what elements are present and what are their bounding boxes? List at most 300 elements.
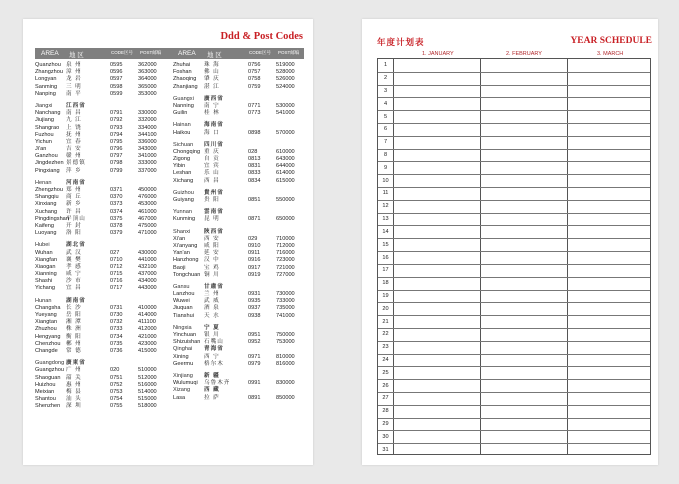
- city-name-cn: 宜 宾: [204, 163, 220, 170]
- city-name-cn: 汕 头: [66, 396, 82, 403]
- month-january: 1. JANUARY: [422, 51, 454, 57]
- table-row: [35, 312, 169, 319]
- city-name: Zhangzhou: [35, 69, 63, 76]
- post-code: 526000: [276, 76, 295, 83]
- day-number: 31: [382, 446, 389, 453]
- day-number: 10: [382, 177, 389, 184]
- table-row: [173, 178, 307, 185]
- area-code: 0730: [110, 312, 123, 318]
- post-code: 650000: [276, 216, 295, 223]
- province-name-cn: 湖北省: [66, 242, 86, 249]
- city-name-cn: 株 洲: [66, 326, 82, 333]
- table-row: [35, 271, 169, 278]
- area-code: 0759: [248, 83, 261, 90]
- area-code: 0734: [110, 333, 123, 340]
- day-number: 4: [383, 100, 388, 107]
- province-name: Yunnan: [173, 209, 192, 216]
- province-name-cn: 陝西省: [204, 228, 224, 235]
- city-name-cn: 重 庆: [204, 148, 220, 155]
- post-code: 341000: [138, 153, 157, 160]
- post-code: 443000: [138, 285, 157, 292]
- area-code: 0951: [248, 332, 261, 338]
- city-name-cn: 许 昌: [66, 208, 82, 215]
- day-number: 8: [383, 152, 388, 159]
- city-name-cn: 南 平: [66, 90, 82, 97]
- province-row: [173, 284, 307, 291]
- area-code: 0751: [110, 374, 123, 381]
- city-name-cn: 乐 山: [204, 170, 220, 177]
- codes-column-right: [173, 62, 307, 402]
- city-name-cn: 抚 州: [66, 131, 82, 138]
- area-code: 0599: [110, 90, 123, 97]
- table-row: [173, 272, 307, 279]
- page-title: Ddd & Post Codes: [220, 31, 303, 42]
- province-name-cn: 海南省: [204, 122, 224, 129]
- area-code: 027: [110, 249, 120, 256]
- city-name: Xiaogan: [35, 263, 56, 270]
- province-row: [173, 229, 307, 236]
- province-name: Gansu: [173, 283, 190, 290]
- post-code: 467000: [138, 215, 157, 222]
- row-divider: [378, 161, 650, 162]
- post-code: 741000: [276, 312, 295, 319]
- post-code: 830000: [276, 380, 295, 387]
- post-code: 434000: [138, 278, 157, 285]
- city-name: Jiujiang: [35, 117, 54, 124]
- city-name-cn: 上 饶: [66, 124, 82, 131]
- province-name: Guangxi: [173, 95, 194, 102]
- table-row: [35, 160, 169, 167]
- row-divider: [378, 225, 650, 226]
- area-code: 0796: [110, 146, 123, 153]
- city-name-cn: 衡 阳: [66, 333, 82, 340]
- city-name: Tongchuan: [173, 271, 201, 278]
- table-row: [173, 243, 307, 250]
- city-name-cn: 萍 乡: [66, 167, 82, 174]
- header-area-cn: 地 区: [69, 52, 84, 59]
- row-divider: [378, 315, 650, 316]
- row-divider: [378, 213, 650, 214]
- area-code: 0756: [248, 62, 261, 68]
- table-row: [173, 62, 307, 69]
- province-name-cn: 雲南省: [204, 209, 224, 216]
- table-row: [35, 396, 169, 403]
- area-code: 0374: [110, 208, 123, 215]
- city-name: Zhaoqing: [173, 76, 197, 83]
- city-name: Xi'an: [173, 235, 186, 242]
- table-row: [173, 265, 307, 272]
- day-number: 19: [382, 292, 389, 299]
- day-number: 12: [382, 203, 389, 210]
- post-code: 421000: [138, 333, 157, 340]
- post-code: 461000: [138, 208, 157, 215]
- city-name: Zigong: [173, 156, 191, 163]
- table-row: [173, 305, 307, 312]
- city-name: Changde: [35, 347, 58, 354]
- city-name: Zhanjiang: [173, 83, 198, 90]
- city-name: Sanming: [35, 83, 58, 90]
- row-divider: [378, 97, 650, 98]
- city-name-cn: 湛 江: [204, 83, 220, 90]
- post-code: 516000: [138, 381, 157, 388]
- header-code-2: CODE区号: [249, 50, 272, 55]
- city-name: Zhuhai: [173, 62, 191, 68]
- city-name-cn: 西 安: [204, 235, 220, 242]
- table-row: [35, 69, 169, 76]
- city-name: Kaifeng: [35, 222, 54, 229]
- table-row: [35, 403, 169, 410]
- table-row: [35, 334, 169, 341]
- row-divider: [378, 392, 650, 393]
- city-name-cn: 拉 萨: [204, 394, 220, 401]
- row-divider: [378, 123, 650, 124]
- row-divider: [378, 200, 650, 201]
- province-name-cn: 湖南省: [66, 297, 86, 304]
- city-name-cn: 惠 州: [66, 381, 82, 388]
- row-divider: [378, 251, 650, 252]
- city-name: Yichun: [35, 138, 52, 145]
- province-name-cn: 廣東省: [66, 360, 86, 367]
- table-row: [35, 319, 169, 326]
- city-name-cn: 天 水: [204, 312, 220, 319]
- table-row: [173, 380, 307, 387]
- row-divider: [378, 379, 650, 380]
- table-row: [35, 250, 169, 257]
- table-row: [35, 194, 169, 201]
- post-code: 723000: [276, 257, 295, 264]
- area-code: 0798: [110, 160, 123, 167]
- city-name: Chenzhou: [35, 340, 61, 347]
- city-name-cn: 新 乡: [66, 201, 82, 208]
- row-divider: [378, 341, 650, 342]
- city-name-cn: 商 丘: [66, 194, 82, 201]
- city-name: Xi'anyang: [173, 242, 198, 249]
- post-code: 530000: [276, 102, 295, 109]
- area-code: 0754: [110, 396, 123, 403]
- post-code: 753000: [276, 339, 295, 346]
- province-name: Guizhou: [173, 189, 194, 196]
- table-row: [173, 216, 307, 223]
- city-name-cn: 赣 州: [66, 153, 82, 160]
- city-name: Xiangtan: [35, 319, 58, 326]
- day-number: 29: [382, 420, 389, 427]
- post-code: 735000: [276, 305, 295, 312]
- province-name: Guangdong: [35, 360, 65, 367]
- month-march: 3. MARCH: [597, 51, 624, 57]
- table-row: [173, 170, 307, 177]
- city-name-cn: 龙 岩: [66, 76, 82, 83]
- city-name: Guangzhou: [35, 367, 64, 374]
- city-name-cn: 汉 中: [204, 257, 220, 264]
- city-name-cn: 襄 樊: [66, 256, 82, 263]
- area-code: 0911: [248, 250, 261, 257]
- province-row: [173, 122, 307, 129]
- city-name-cn: 开 封: [66, 222, 82, 229]
- city-name: Shangrao: [35, 124, 60, 131]
- row-divider: [378, 149, 650, 150]
- row-divider: [378, 277, 650, 278]
- area-code: 0735: [110, 340, 123, 347]
- province-name: Hubei: [35, 242, 50, 249]
- city-name: Ganzhou: [35, 153, 58, 160]
- city-name-cn: 深 圳: [66, 403, 82, 410]
- table-row: [35, 382, 169, 389]
- post-code: 730000: [276, 291, 295, 298]
- city-name-cn: 兰 州: [204, 291, 220, 298]
- area-code: 0370: [110, 194, 123, 201]
- post-code: 716000: [276, 250, 295, 257]
- city-name-cn: 武 汉: [66, 249, 82, 256]
- city-name-cn: 咸 宁: [66, 271, 82, 278]
- table-row: [35, 91, 169, 98]
- codes-column-left: [35, 62, 169, 410]
- table-row: [35, 375, 169, 382]
- area-code: 0736: [110, 347, 123, 354]
- schedule-title: YEAR SCHEDULE: [570, 36, 652, 46]
- city-name: Xining: [173, 353, 189, 360]
- city-name-cn: 昆 明: [204, 216, 220, 223]
- table-row: [35, 209, 169, 216]
- row-divider: [378, 174, 650, 175]
- city-name: Nanning: [173, 102, 194, 109]
- area-code: 0831: [248, 163, 261, 170]
- area-code: 0797: [110, 153, 123, 160]
- left-page: [23, 19, 313, 465]
- post-code: 541000: [276, 110, 295, 117]
- post-code: 518000: [138, 403, 157, 410]
- city-name: Tianshui: [173, 312, 194, 319]
- post-code: 365000: [138, 83, 157, 90]
- table-row: [173, 163, 307, 170]
- table-row: [35, 230, 169, 237]
- city-name-cn: 郑 州: [66, 187, 82, 193]
- province-row: [35, 242, 169, 249]
- day-number: 21: [382, 318, 389, 325]
- post-code: 610000: [276, 148, 295, 155]
- table-row: [173, 257, 307, 264]
- city-name: Geermu: [173, 360, 194, 367]
- day-number: 30: [382, 433, 389, 440]
- table-row: [35, 278, 169, 285]
- post-code: 733000: [276, 298, 295, 305]
- post-code: 334000: [138, 124, 157, 131]
- city-name-cn: 乌鲁木齐: [204, 380, 231, 387]
- day-number: 14: [382, 228, 389, 235]
- header-post: POST邮编: [140, 50, 162, 55]
- city-name: Yichang: [35, 285, 56, 292]
- city-name: Wuhan: [35, 249, 53, 256]
- area-code: 029: [248, 235, 258, 242]
- table-row: [35, 201, 169, 208]
- day-number: 27: [382, 395, 389, 402]
- post-code: 810000: [276, 353, 295, 360]
- province-row: [35, 180, 169, 187]
- city-name: Pingdingshan: [35, 215, 69, 222]
- area-code: 0834: [248, 177, 261, 184]
- header-area-2: AREA: [178, 50, 196, 57]
- header-code: CODE区号: [111, 50, 134, 55]
- table-row: [35, 348, 169, 355]
- city-name-cn: 咸 阳: [204, 242, 220, 249]
- area-code: 0758: [248, 76, 261, 83]
- post-code: 512000: [138, 374, 157, 381]
- table-row: [173, 298, 307, 305]
- city-name: Pingxiang: [35, 167, 60, 174]
- province-name: Xinjiang: [173, 372, 193, 379]
- post-code: 727000: [276, 271, 295, 278]
- table-row: [35, 216, 169, 223]
- area-code: 0715: [110, 271, 123, 278]
- city-name-cn: 酒 泉: [204, 305, 220, 312]
- area-code: 0732: [110, 319, 123, 326]
- city-name-cn: 桂 林: [204, 110, 220, 117]
- post-code: 423000: [138, 340, 157, 347]
- post-code: 524000: [276, 83, 295, 90]
- post-code: 411100: [138, 319, 156, 326]
- city-name-cn: 南 昌: [66, 110, 82, 117]
- province-row: [35, 298, 169, 305]
- day-number: 16: [382, 254, 389, 261]
- province-row: [35, 103, 169, 110]
- row-divider: [378, 264, 650, 265]
- city-name: Wulumuqi: [173, 380, 198, 387]
- post-code: 550000: [276, 197, 295, 203]
- province-name: Jiangxi: [35, 102, 53, 109]
- post-code: 344100: [138, 131, 157, 138]
- table-row: [173, 250, 307, 257]
- area-code: 0937: [248, 305, 261, 312]
- area-code: 0717: [110, 285, 123, 292]
- day-number: 28: [382, 408, 389, 415]
- day-number: 23: [382, 344, 389, 351]
- area-code: 0375: [110, 215, 123, 222]
- table-row: [173, 130, 307, 137]
- area-code: 0733: [110, 326, 123, 333]
- city-name-cn: 宝 鸡: [204, 264, 220, 271]
- city-name-cn: 南 宁: [204, 102, 220, 109]
- city-name-cn: 三 明: [66, 83, 82, 90]
- row-divider: [378, 443, 650, 444]
- area-code: 0712: [110, 263, 123, 270]
- row-divider: [378, 136, 650, 137]
- row-divider: [378, 366, 650, 367]
- province-name-cn: 江西省: [66, 102, 86, 109]
- area-code: 0757: [248, 69, 261, 76]
- city-name-cn: 郴 州: [66, 340, 82, 347]
- city-name-cn: 岳 阳: [66, 312, 82, 318]
- city-name-cn: 景德镇: [66, 160, 86, 167]
- area-code: 028: [248, 148, 258, 155]
- city-name: Guiyang: [173, 197, 194, 203]
- city-name-cn: 贵 阳: [204, 197, 220, 203]
- table-row: [35, 285, 169, 292]
- area-code: 0792: [110, 117, 123, 124]
- day-number: 2: [383, 75, 388, 82]
- province-name-cn: 宁 夏: [204, 324, 220, 331]
- area-code: 0917: [248, 264, 261, 271]
- city-name-cn: 石嘴山: [204, 339, 224, 346]
- area-code: 0710: [110, 256, 123, 263]
- city-name: Nanchang: [35, 110, 61, 117]
- city-name-cn: 沙 市: [66, 278, 82, 285]
- area-code: 0898: [248, 129, 261, 136]
- area-code: 0752: [110, 381, 123, 388]
- month-february: 2. FEBRUARY: [506, 51, 542, 57]
- header-post-2: POST邮编: [278, 50, 300, 55]
- day-number: 9: [383, 164, 388, 171]
- city-name: Kunming: [173, 216, 196, 223]
- province-row: [173, 96, 307, 103]
- schedule-grid[interactable]: [377, 58, 651, 455]
- day-number: 3: [383, 88, 388, 95]
- area-code: 0799: [110, 167, 123, 174]
- area-code: 0598: [110, 83, 123, 90]
- province-name-cn: 廣西省: [204, 95, 224, 102]
- city-name-cn: 宜 春: [66, 138, 82, 145]
- post-code: 353000: [138, 90, 157, 97]
- post-code: 570000: [276, 129, 295, 136]
- city-name-cn: 漳 州: [66, 69, 82, 76]
- city-name-cn: 海 口: [204, 129, 220, 136]
- area-code: 0971: [248, 353, 261, 360]
- column-divider: [567, 59, 568, 454]
- area-code: 0931: [248, 291, 261, 298]
- post-code: 515000: [138, 396, 157, 403]
- city-name-cn: 长 沙: [66, 304, 82, 311]
- city-name: Meixian: [35, 388, 55, 395]
- right-page: [362, 19, 658, 465]
- row-divider: [378, 187, 650, 188]
- day-number: 26: [382, 382, 389, 389]
- table-row: [173, 395, 307, 402]
- city-name: Guilin: [173, 110, 188, 117]
- table-row: [35, 139, 169, 146]
- area-code: 0371: [110, 187, 123, 193]
- city-name: Nanping: [35, 90, 56, 97]
- day-number: 15: [382, 241, 389, 248]
- post-code: 410000: [138, 304, 157, 311]
- area-code: 0731: [110, 304, 123, 311]
- post-code: 364000: [138, 76, 157, 83]
- city-name-cn: 银 川: [204, 332, 220, 338]
- city-name: Quanzhou: [35, 62, 61, 68]
- header-area-cn-2: 地 区: [207, 52, 222, 59]
- city-name: Xichang: [173, 177, 194, 184]
- city-name: Haikou: [173, 129, 191, 136]
- post-code: 475000: [138, 222, 157, 229]
- post-code: 430000: [138, 249, 157, 256]
- table-row: [35, 110, 169, 117]
- province-row: [173, 209, 307, 216]
- post-code: 816000: [276, 360, 295, 367]
- row-divider: [378, 290, 650, 291]
- city-name: Yueyang: [35, 312, 57, 318]
- post-code: 710000: [276, 235, 295, 242]
- row-divider: [378, 354, 650, 355]
- post-code: 363000: [138, 69, 157, 76]
- post-code: 332000: [138, 117, 157, 124]
- city-name-cn: 平顶山: [66, 215, 86, 222]
- area-code: 0891: [248, 394, 261, 401]
- province-name-cn: 西 藏: [204, 387, 220, 394]
- city-name: Zhuzhou: [35, 326, 57, 333]
- table-row: [173, 69, 307, 76]
- city-name-cn: 九 江: [66, 117, 82, 124]
- table-row: [35, 257, 169, 264]
- city-name: Xiangfan: [35, 256, 58, 263]
- province-name-cn: 新 疆: [204, 372, 220, 379]
- post-code: 644000: [276, 163, 295, 170]
